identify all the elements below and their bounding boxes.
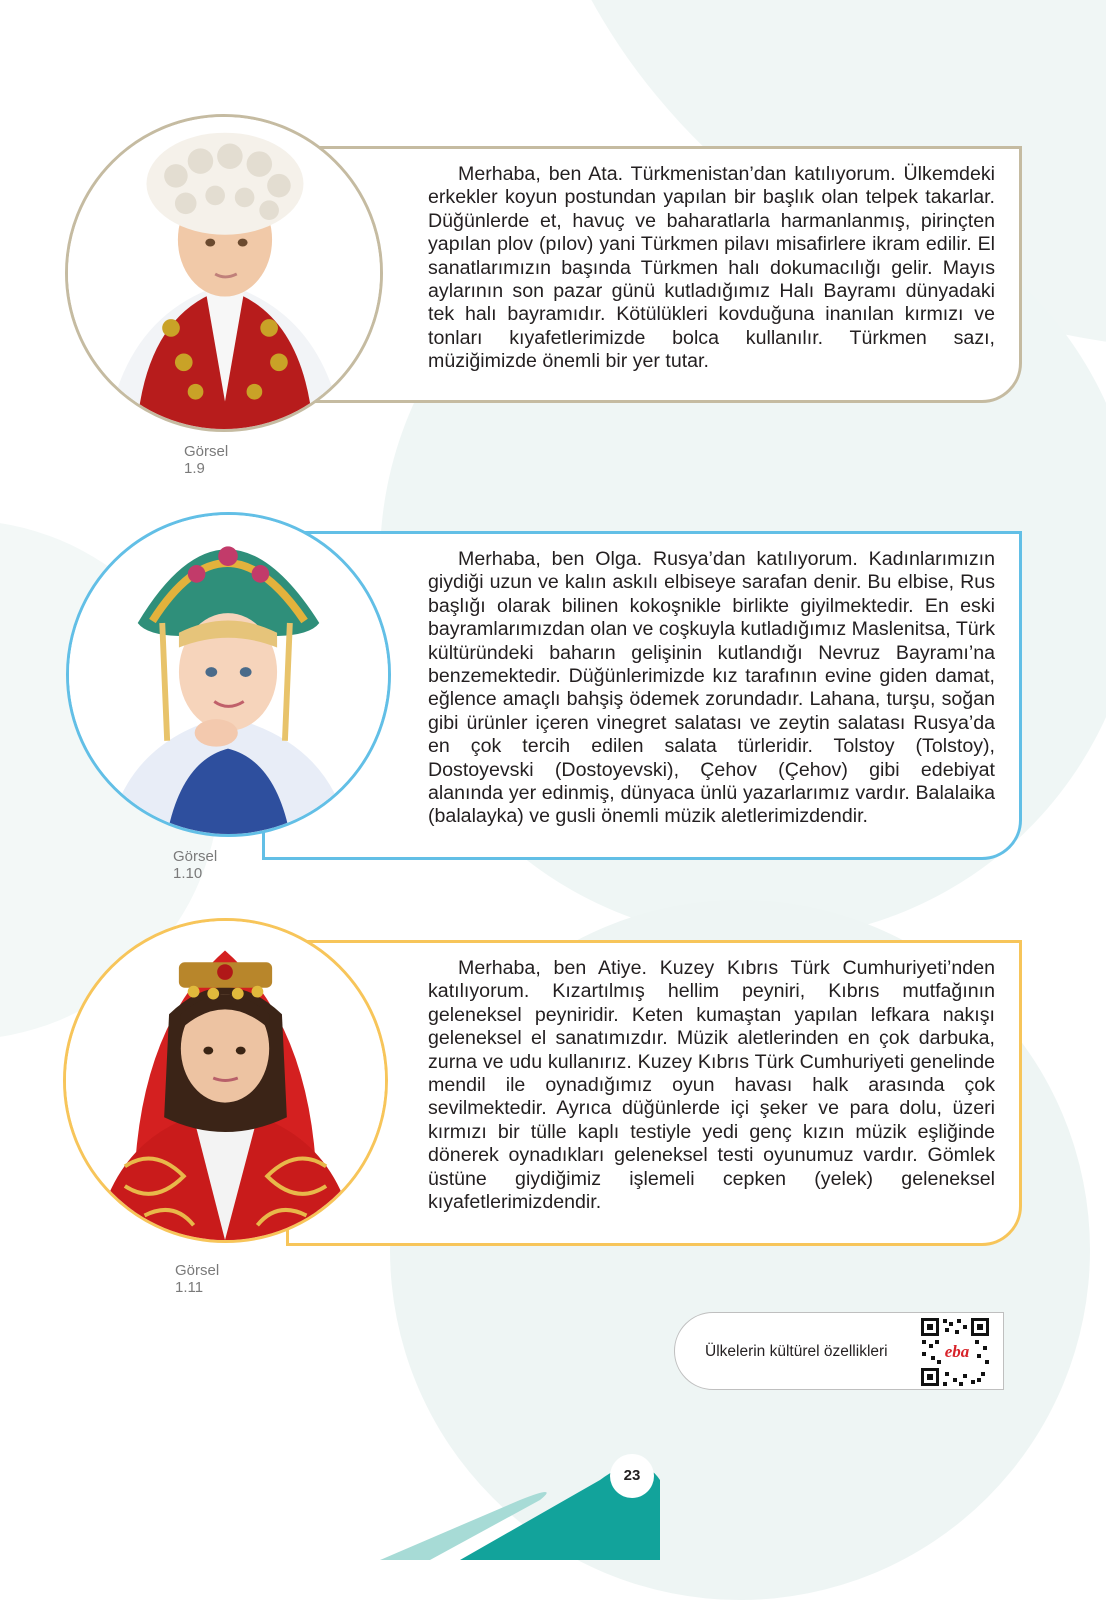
photo-girl-cepken <box>63 918 388 1243</box>
photo-girl-kokoshnik <box>66 512 391 837</box>
profile-text: Merhaba, ben Atiye. Kuzey Kıbrıs Türk Cumhuriyeti’nden katılıyorum. Kızartılmış hellim peyniri, Kıbrıs mutfağının geleneksel peyniridir. Keten kumaştan yapılan lefkara nakışı geleneksel el sanatımızdır. Müzik aletlerinden en çok darbuka, zurna ve udu kullanırız. Kuzey Kıbrıs Türk Cumhuriyeti genelinde mendil ile oynadığımız oyun havası halk arasında çok sevilmektedir. Ayrıca düğünlerde içi şeker ve para dolu, üzeri kırmızı bir tülle kaplı testiyle yedi genç kızın müzik eşliğinde dönerek oynadıkları geleneksel testi oyunumuz vardır. Gömlek üstüne giydiğimiz işlemeli cepken (yelek) geleneksel kıyafetlerimizdendir. <box>428 957 995 1214</box>
photo-boy-telpek <box>65 114 383 432</box>
boy-illustration <box>68 117 380 429</box>
speech-bubble <box>310 146 1022 403</box>
footer-decoration <box>0 1440 1106 1560</box>
image-caption: Görsel 1.10 <box>173 848 218 882</box>
qr-code-icon[interactable] <box>919 1316 991 1388</box>
profile-text: Merhaba, ben Ata. Türkmenistan’dan katılıyorum. Ülkemdeki erkekler koyun postundan yapılan bir başlık olan telpek takarlar. Düğünlerde et, havuç ve baharatlarla harmanlanmış, pirinçten yapılan plov (pılov) yani Türkmen pilavı misafirlere ikram edilir. El sanatlarımızın başında Türkmen halı dokumacılığı gelir. Mayıs aylarının son pazar günü kutladığımız Halı Bayramı dünyadaki tek halı bayramıdır. Kötülükleri kovduğuna inanılan kırmızı ve tonları kıyafetlerimizde bolca kullanılır. Türkmen sazı, müziğimizde önemli bir yer tutar. <box>428 163 995 373</box>
girl-illustration <box>66 921 385 1240</box>
eba-logo: eba <box>944 1342 970 1361</box>
qr-link-label[interactable]: Ülkelerin kültürel özellikleri <box>705 1343 888 1360</box>
girl-illustration <box>69 515 388 834</box>
profile-text: Merhaba, ben Olga. Rusya’dan katılıyorum. Kadınlarımızın giydiği uzun ve kalın askılı elbiseye sarafan denir. Bu elbise, Rus başlığı olarak bilinen kokoşnikle birlikte giyilmektedir. En eski bayramlarımızdan olan ve coşkuyla kutladığımız Maslenitsa, Türk kültüründeki baharın gelişinin kutlandığı Nevruz Bayramı’na benzemektedir. Düğünlerimizde kız tarafının evine giden damat, eğlence amaçlı bahşiş ödemek zorundadır. Lahana, turşu, soğan gibi ürünler içeren vinegret salatası ve zeytin salatası Rusya’da en çok tercih edilen salata türleridir. Tolstoy (Tolstoy), Dostoyevski (Dostoyevski), Çehov (Çehov) gibi edebiyat alanında yer edinmiş, dünyaca ünlü yazarlarımız vardır. Balalaika (balalayka) ve gusli önemli müzik aletlerimizdendir. <box>428 548 996 828</box>
image-caption: Görsel 1.11 <box>175 1262 220 1296</box>
speech-bubble <box>286 940 1022 1246</box>
image-caption: Görsel 1.9 <box>184 443 229 477</box>
qr-link-box[interactable] <box>674 1312 1004 1390</box>
page-number: 23 <box>610 1454 654 1498</box>
